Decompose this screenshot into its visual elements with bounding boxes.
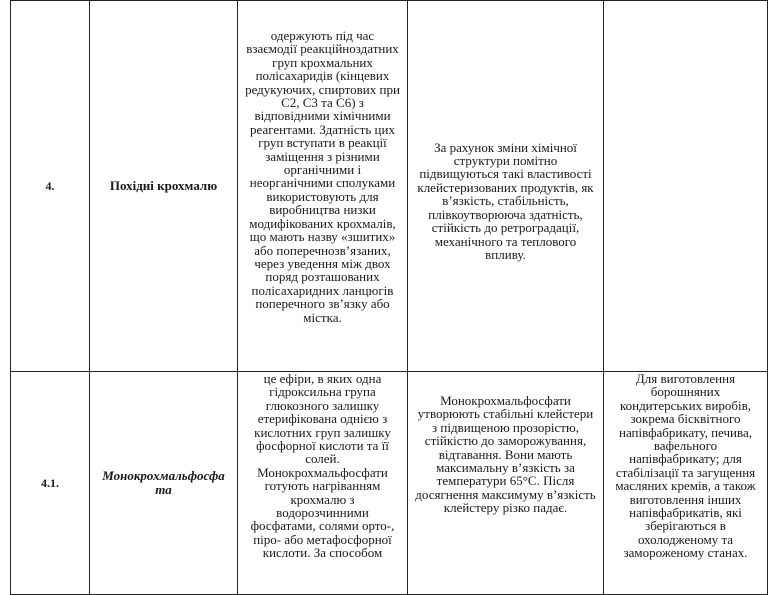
row-description: це ефіри, в яких одна гідроксильна група глюкозного залишку етерифікована однією з кислотних груп залишку фосфорної кислоти та її солей. Монокрохмальфосфати готують нагріванням крохмалю з водорозчинними фосфатами, солями орто-, піро- або метафосфорної кислоти. За способом: [238, 372, 408, 595]
table-row-4-1: [11, 372, 768, 595]
row-name: Похідні крохмалю: [90, 1, 238, 372]
row-description: одержують під час взаємодії реакційноздатних груп крохмальних полісахаридів (кінцевих редукуючих, спиртових при C2, C3 та C6) з відповідними хімічними реагентами. Здатність цих груп вступати в реакції заміщення з різними органічними і неорганічними сполуками використовують для виробництва низки модифікованих крохмалів, що мають назву «зшитих» або поперечнозв’язаних, через уведення між двох поряд розташованих полісахаридних ланцюгів поперечного зв’язку або містка.: [238, 1, 408, 372]
table-row-4: [11, 1, 768, 372]
row-properties: Монокрохмальфосфати утворюють стабільні клейстери з підвищеною прозорістю, стійкістю до заморожування, відтавання. Вони мають максимальну в’язкість за температури 65°С. Після досягнення максимуму в’язкість клейстеру різко падає.: [408, 372, 604, 595]
row-application: Для виготовлення борошняних кондитерських виробів, зокрема бісквітного напівфабрикату, печива, вафельного напівфабрикату; для стабілізації та загущення масляних кремів, а також виготовлення інших напівфабрикатів, які зберігаються в охолодженому та замороженому станах.: [604, 372, 768, 595]
starch-derivatives-table: [10, 0, 768, 595]
row-application: [604, 1, 768, 372]
row-number: 4.1.: [11, 372, 90, 595]
row-name: Монокрохмальфосфа та: [90, 372, 238, 595]
row-properties: За рахунок зміни хімічної структури помітно підвищуються такі властивості клейстеризованих продуктів, як в’язкість, стабільність, плівкоутворююча здатність, стійкість до ретроградації, механічного та теплового впливу.: [408, 1, 604, 372]
document-table-fragment: [10, 0, 767, 561]
row-number: 4.: [11, 1, 90, 372]
